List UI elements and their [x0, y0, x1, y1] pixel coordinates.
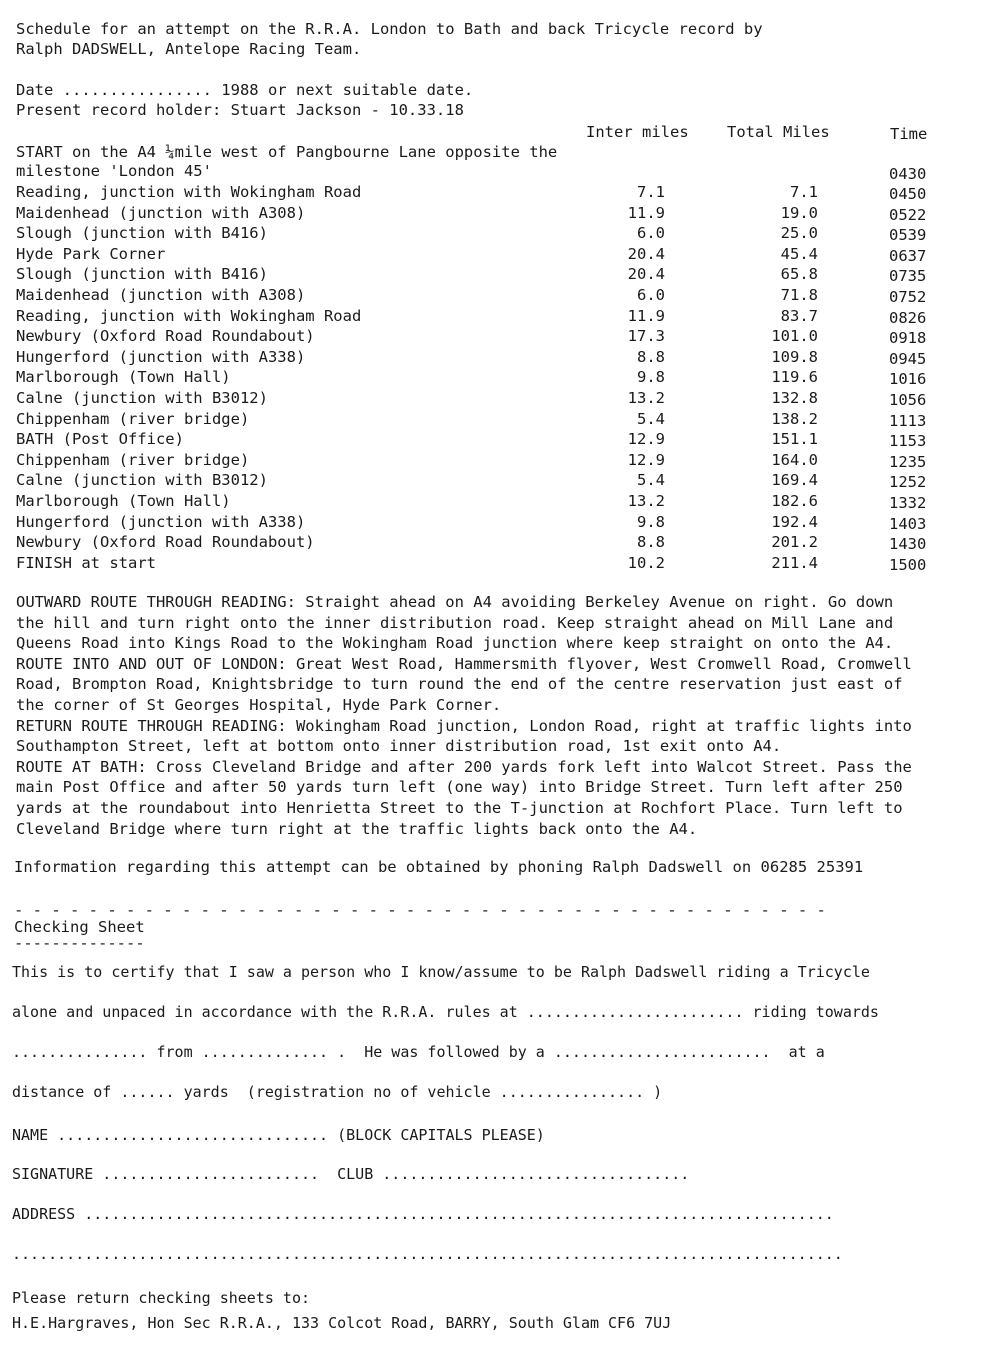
- column-header-total-miles: Total Miles: [727, 123, 830, 141]
- schedule-title-line-2: Ralph DADSWELL, Antelope Racing Team.: [16, 40, 362, 58]
- route-total-miles: 164.0: [771, 450, 818, 469]
- schedule-title-line-1: Schedule for an attempt on the R.R.A. London to Bath and back Tricycle record by: [16, 20, 763, 38]
- start-description-line-1: START on the A4 ¼mile west of Pangbourne Lane opposite the: [16, 143, 558, 161]
- route-line: ROUTE AT BATH: Cross Cleveland Bridge and after 200 yards fork left into Walcot Street. Pass the: [16, 757, 912, 776]
- route-total-miles: 119.6: [771, 368, 818, 387]
- route-inter-miles: 20.4: [627, 244, 665, 263]
- table-row: [0, 532, 1000, 553]
- start-time: 0430: [889, 165, 927, 183]
- route-time: 0945: [889, 349, 927, 368]
- route-line: yards at the roundabout into Henrietta Street to the T-junction at Rochfort Place. Turn left to: [16, 798, 903, 817]
- route-time: 1153: [889, 432, 927, 451]
- route-line: Queens Road into Kings Road to the Wokingham Road junction where keep straight on onto the A4.: [16, 634, 894, 653]
- table-row: [0, 347, 1000, 368]
- route-inter-miles: 17.3: [627, 327, 665, 346]
- return-instructions-line-1: Please return checking sheets to:: [12, 1289, 311, 1307]
- dashed-separator: - - - - - - - - - - - - - - - - - - - - - - - - - - - - - - - - - - - - - - - - - - - -: [14, 901, 826, 919]
- route-time: 1235: [889, 452, 927, 471]
- route-total-miles: 65.8: [780, 265, 818, 284]
- route-place: Slough (junction with B416): [16, 265, 268, 284]
- route-time: 1403: [889, 514, 927, 533]
- route-place: Reading, junction with Wokingham Road: [16, 183, 362, 201]
- route-time: 0826: [889, 308, 927, 327]
- route-place: Slough (junction with B416): [16, 224, 268, 243]
- route-place: Chippenham (river bridge): [16, 409, 250, 428]
- route-place: Hungerford (junction with A338): [16, 512, 306, 531]
- route-inter-miles: 5.4: [637, 471, 665, 490]
- route-time: 1056: [889, 391, 927, 409]
- start-description-line-2: milestone 'London 45': [16, 162, 212, 180]
- route-time: 0450: [889, 185, 927, 203]
- route-inter-miles: 11.9: [627, 306, 665, 325]
- route-inter-miles: 6.0: [637, 286, 665, 304]
- route-total-miles: 101.0: [771, 327, 818, 346]
- certify-line-4: distance of ...... yards (registration no of vehicle ................ ): [12, 1083, 663, 1101]
- route-total-miles: 132.8: [771, 389, 818, 407]
- checking-sheet-title: Checking Sheet: [14, 918, 145, 936]
- route-place: Newbury (Oxford Road Roundabout): [16, 533, 315, 552]
- table-row: [0, 182, 1000, 203]
- signature-club-field: SIGNATURE ........................ CLUB ..................................: [12, 1165, 690, 1183]
- route-inter-miles: 13.2: [627, 389, 665, 407]
- route-place: Reading, junction with Wokingham Road: [16, 306, 362, 325]
- route-inter-miles: 13.2: [627, 492, 665, 510]
- route-time: 0752: [889, 288, 927, 306]
- route-total-miles: 71.8: [780, 286, 818, 304]
- route-inter-miles: 9.8: [637, 368, 665, 387]
- route-inter-miles: 20.4: [627, 265, 665, 284]
- route-time: 1430: [889, 535, 927, 554]
- route-place: Marlborough (Town Hall): [16, 368, 231, 387]
- route-place: Maidenhead (junction with A308): [16, 203, 306, 222]
- route-line: OUTWARD ROUTE THROUGH READING: Straight ahead on A4 avoiding Berkeley Avenue on right. Go down: [16, 593, 894, 611]
- record-holder-line: Present record holder: Stuart Jackson - 10.33.18: [16, 101, 464, 119]
- route-place: FINISH at start: [16, 553, 156, 572]
- route-inter-miles: 6.0: [637, 224, 665, 243]
- route-line: ROUTE INTO AND OUT OF LONDON: Great West Road, Hammersmith flyover, West Cromwell Road, Cromwell: [16, 654, 912, 673]
- route-place: BATH (Post Office): [16, 430, 184, 449]
- route-time: 1016: [889, 370, 927, 389]
- route-directions: [16, 592, 991, 839]
- table-row: [0, 244, 1000, 265]
- route-time: 0637: [889, 246, 927, 265]
- route-total-miles: 7.1: [790, 183, 818, 201]
- route-place: Maidenhead (junction with A308): [16, 286, 306, 304]
- table-row: [0, 429, 1000, 450]
- route-inter-miles: 12.9: [627, 450, 665, 469]
- route-inter-miles: 8.8: [637, 347, 665, 366]
- route-inter-miles: 10.2: [627, 553, 665, 572]
- table-row: [0, 285, 1000, 306]
- checking-sheet-title-underline: --------------: [14, 934, 145, 952]
- route-total-miles: 19.0: [780, 203, 818, 222]
- route-inter-miles: 7.1: [637, 183, 665, 201]
- route-line: the hill and turn right onto the inner distribution road. Keep straight ahead on Mill Lane and: [16, 613, 894, 632]
- route-inter-miles: 12.9: [627, 430, 665, 449]
- route-inter-miles: 5.4: [637, 409, 665, 428]
- route-time: 1252: [889, 473, 927, 492]
- information-line: Information regarding this attempt can be obtained by phoning Ralph Dadswell on 06285 25391: [14, 858, 864, 876]
- table-row: [0, 367, 1000, 388]
- column-header-inter-miles: Inter miles: [586, 123, 689, 141]
- address-field-line-1: ADDRESS ...................................................................................: [12, 1205, 834, 1223]
- route-line: main Post Office and after 50 yards turn left (one way) into Bridge Street. Turn left after 250: [16, 778, 903, 797]
- route-total-miles: 211.4: [771, 553, 818, 572]
- table-row: [0, 512, 1000, 533]
- certify-line-3: ............... from .............. . He was followed by a ........................ at a: [12, 1043, 825, 1061]
- route-total-miles: 192.4: [771, 512, 818, 531]
- table-row: [0, 491, 1000, 512]
- table-row: [0, 409, 1000, 430]
- column-header-time: Time: [890, 125, 928, 143]
- route-inter-miles: 11.9: [627, 203, 665, 222]
- route-line: Southampton Street, left at bottom onto inner distribution road, 1st exit onto A4.: [16, 737, 782, 756]
- route-time: 0522: [889, 205, 927, 224]
- route-place: Calne (junction with B3012): [16, 389, 268, 407]
- table-row: [0, 203, 1000, 224]
- route-total-miles: 138.2: [771, 409, 818, 428]
- route-time: 1113: [889, 411, 927, 430]
- route-place: Hyde Park Corner: [16, 244, 166, 263]
- table-row: [0, 306, 1000, 327]
- route-inter-miles: 9.8: [637, 512, 665, 531]
- table-row: [0, 450, 1000, 471]
- route-time: 0539: [889, 226, 927, 245]
- route-place: Newbury (Oxford Road Roundabout): [16, 327, 315, 346]
- table-row: [0, 470, 1000, 491]
- route-time: 1500: [889, 555, 927, 574]
- route-total-miles: 169.4: [771, 471, 818, 490]
- route-total-miles: 25.0: [780, 224, 818, 243]
- route-total-miles: 151.1: [771, 430, 818, 449]
- address-field-line-2: ............................................................................................: [12, 1245, 843, 1263]
- route-line: Road, Brompton Road, Knightsbridge to turn round the end of the centre reservation just east of: [16, 675, 903, 694]
- route-line: Cleveland Bridge where turn right at the traffic lights back onto the A4.: [16, 819, 698, 838]
- route-time: 0918: [889, 329, 927, 348]
- table-row: [0, 264, 1000, 285]
- route-total-miles: 45.4: [780, 244, 818, 263]
- name-field: NAME .............................. (BLOCK CAPITALS PLEASE): [12, 1126, 545, 1144]
- table-row: [0, 388, 1000, 409]
- certify-line-1: This is to certify that I saw a person who I know/assume to be Ralph Dadswell riding a Tricycle: [12, 963, 870, 981]
- route-total-miles: 83.7: [780, 306, 818, 325]
- certify-line-2: alone and unpaced in accordance with the R.R.A. rules at ........................ riding towards: [12, 1003, 879, 1021]
- route-total-miles: 201.2: [771, 533, 818, 552]
- route-place: Hungerford (junction with A338): [16, 347, 306, 366]
- route-line: RETURN ROUTE THROUGH READING: Wokingham Road junction, London Road, right at traffic lights into: [16, 716, 912, 735]
- route-place: Calne (junction with B3012): [16, 471, 268, 490]
- route-place: Chippenham (river bridge): [16, 450, 250, 469]
- date-line: Date ................ 1988 or next suitable date.: [16, 81, 474, 99]
- route-time: 1332: [889, 494, 927, 512]
- return-address-line: H.E.Hargraves, Hon Sec R.R.A., 133 Colcot Road, BARRY, South Glam CF6 7UJ: [12, 1314, 672, 1332]
- table-row: [0, 553, 1000, 574]
- route-inter-miles: 8.8: [637, 533, 665, 552]
- route-place: Marlborough (Town Hall): [16, 492, 231, 510]
- table-row: [0, 223, 1000, 244]
- table-row: [0, 326, 1000, 347]
- route-total-miles: 109.8: [771, 347, 818, 366]
- route-line: the corner of St Georges Hospital, Hyde Park Corner.: [16, 695, 502, 714]
- route-time: 0735: [889, 267, 927, 286]
- route-total-miles: 182.6: [771, 492, 818, 510]
